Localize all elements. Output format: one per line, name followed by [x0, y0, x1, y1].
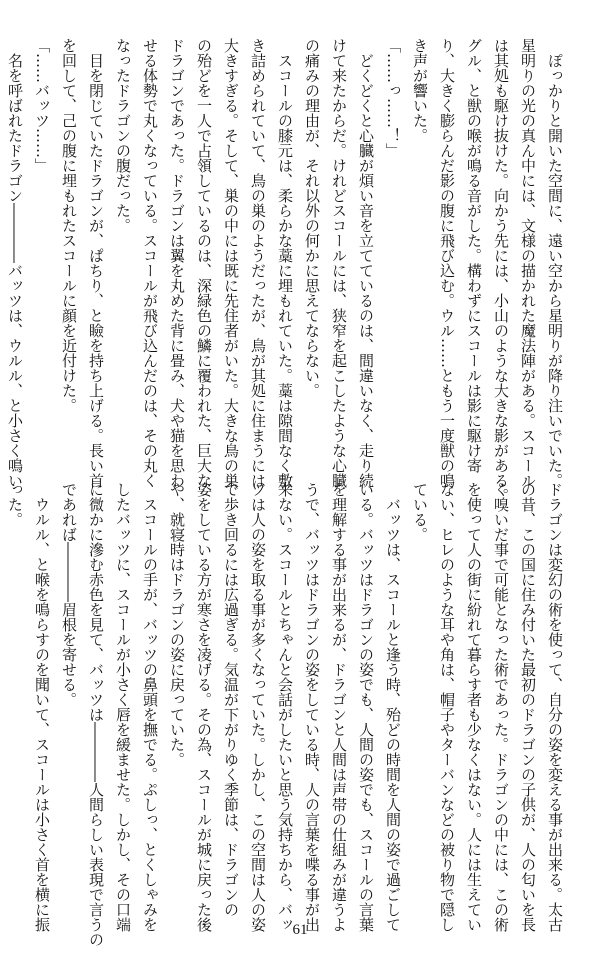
text-line: り、大きく膨らんだ影の腹に飛び込む。ウル……ともう一度獣の鳴: [438, 38, 456, 488]
text-line: を理解する事が出来るが、ドラゴンと人間は声帯の仕組みが違うよ: [330, 482, 348, 932]
text-line: スコールの膝元は、柔らかな藁に埋もれていた。藁は隙間なく敷: [276, 38, 294, 488]
text-line: スコールの手が、バッツの鼻頭を撫でる。ぷしっ、とくしゃみを: [141, 482, 159, 932]
text-line: 「……っ……！」: [384, 38, 402, 158]
text-line: 目を閉じていたドラゴンが、ぱちり、と瞼を持ち上げる。長い首: [87, 38, 105, 488]
text-line: 星明りの光の真ん中には、文様の描かれた魔法陣がある。スコール: [519, 38, 537, 488]
text-line: く嗅いだ事で可能となった術であった。ドラゴンの中には、この術: [492, 482, 510, 932]
text-line: ぽっかりと開いた空間に、遠い空から星明りが降り注いでいた。: [546, 38, 564, 488]
text-line: ウルル、と喉を鳴らすのを聞いて、スコールは小さく首を横に振: [33, 482, 51, 932]
text-line: き詰められていて、鳥の巣のようだったが、鳥が其処に住まうには: [249, 38, 267, 488]
text-line: の昔、この国に住み付いた最初のドラゴンの子供が、人の匂いを長: [519, 482, 537, 932]
text-line: [0, 482, 1, 902]
text-line: ている。: [411, 482, 429, 542]
text-line: 来ない。スコールとちゃんと会話がしたいと思う気持ちから、バッ: [276, 482, 294, 932]
text-line: 姿をしている方が寒さを凌げる。その為、スコールが城に戻った後: [195, 482, 213, 932]
text-line: の殆どを一人で占領しているのは、深緑色の鱗に覆われた、巨大な: [195, 38, 213, 488]
text-line: を使って人の街に紛れて暮らす者も少なくはない。人には生えてい: [465, 482, 483, 932]
text-line: せる体勢で丸くなっている。スコールが飛び込んだのは、その丸く: [141, 38, 159, 488]
text-line: いる。バッツはドラゴンの姿でも、人間の姿でも、スコールの言葉: [357, 482, 375, 932]
text-line: うで、バッツはドラゴンの姿をしている時、人の言葉を喋る事が出: [303, 482, 321, 932]
text-line: 「……バッツ……」: [33, 38, 51, 173]
text-line: バッツは、スコールと逢う時、殆どの時間を人間の姿で過ごして: [384, 482, 402, 932]
text-line: で歩き回るには広過ぎる。気温が下がりゆく季節は、ドラゴンの: [222, 482, 240, 917]
text-line: に微かに滲む赤色を見て、バッツは――――人間らしい表現で言うの: [87, 482, 105, 947]
text-line: や、就寝時はドラゴンの姿に戻っていた。: [168, 482, 186, 767]
text-line: の痛みの理由が、それ以外の何かに思えてならない。: [303, 38, 321, 398]
text-line: 名を呼ばれたドラゴン――――バッツは、ウルル、と小さく鳴い: [6, 38, 24, 488]
text-line: を回して、己の腹に埋もれたスコールに顔を近付けた。: [60, 38, 78, 413]
text-line: グル、と獣の喉が鳴る音がした。構わずにスコールは影に駆け寄: [465, 38, 483, 473]
text-line: けて来たからだ。けれどスコールには、狭窄を起こしたような心臓: [330, 38, 348, 488]
page-number: 61: [292, 922, 308, 938]
text-line: き声が響いた。: [411, 38, 429, 143]
text-line: なったドラゴンの腹だった。: [114, 38, 132, 233]
text-line: ツは人の姿を取る事が多くなっていた。しかし、この空間は人の姿: [249, 482, 267, 932]
text-line: は其処も駆け抜けた。向かう先には、小山のような大きな影がある。: [492, 38, 510, 503]
text-line: ドラゴンは変幻の術を使って、自分の姿を変える事が出来る。太古: [546, 482, 564, 932]
text-line: った。: [6, 482, 24, 527]
text-line: どくどくと心臓が煩い音を立てているのは、間違いなく、走り続: [357, 38, 375, 488]
text-line: 大きすぎる。そして、巣の中には既に先住者がいた。大きな鳥の巣: [222, 38, 240, 488]
text-line: ドラゴンであった。ドラゴンは翼を丸めた背に畳み、犬や猫を思わ: [168, 38, 186, 488]
text-line: したバッツに、スコールが小さく唇を緩ませた。しかし、その口端: [114, 482, 132, 932]
text-line: であれば――――眉根を寄せる。: [60, 482, 78, 707]
upper-text-block: [6, 38, 568, 503]
text-line: ない、ヒレのような耳や角は、帽子やターバンなどの被り物で隠し: [438, 482, 456, 932]
